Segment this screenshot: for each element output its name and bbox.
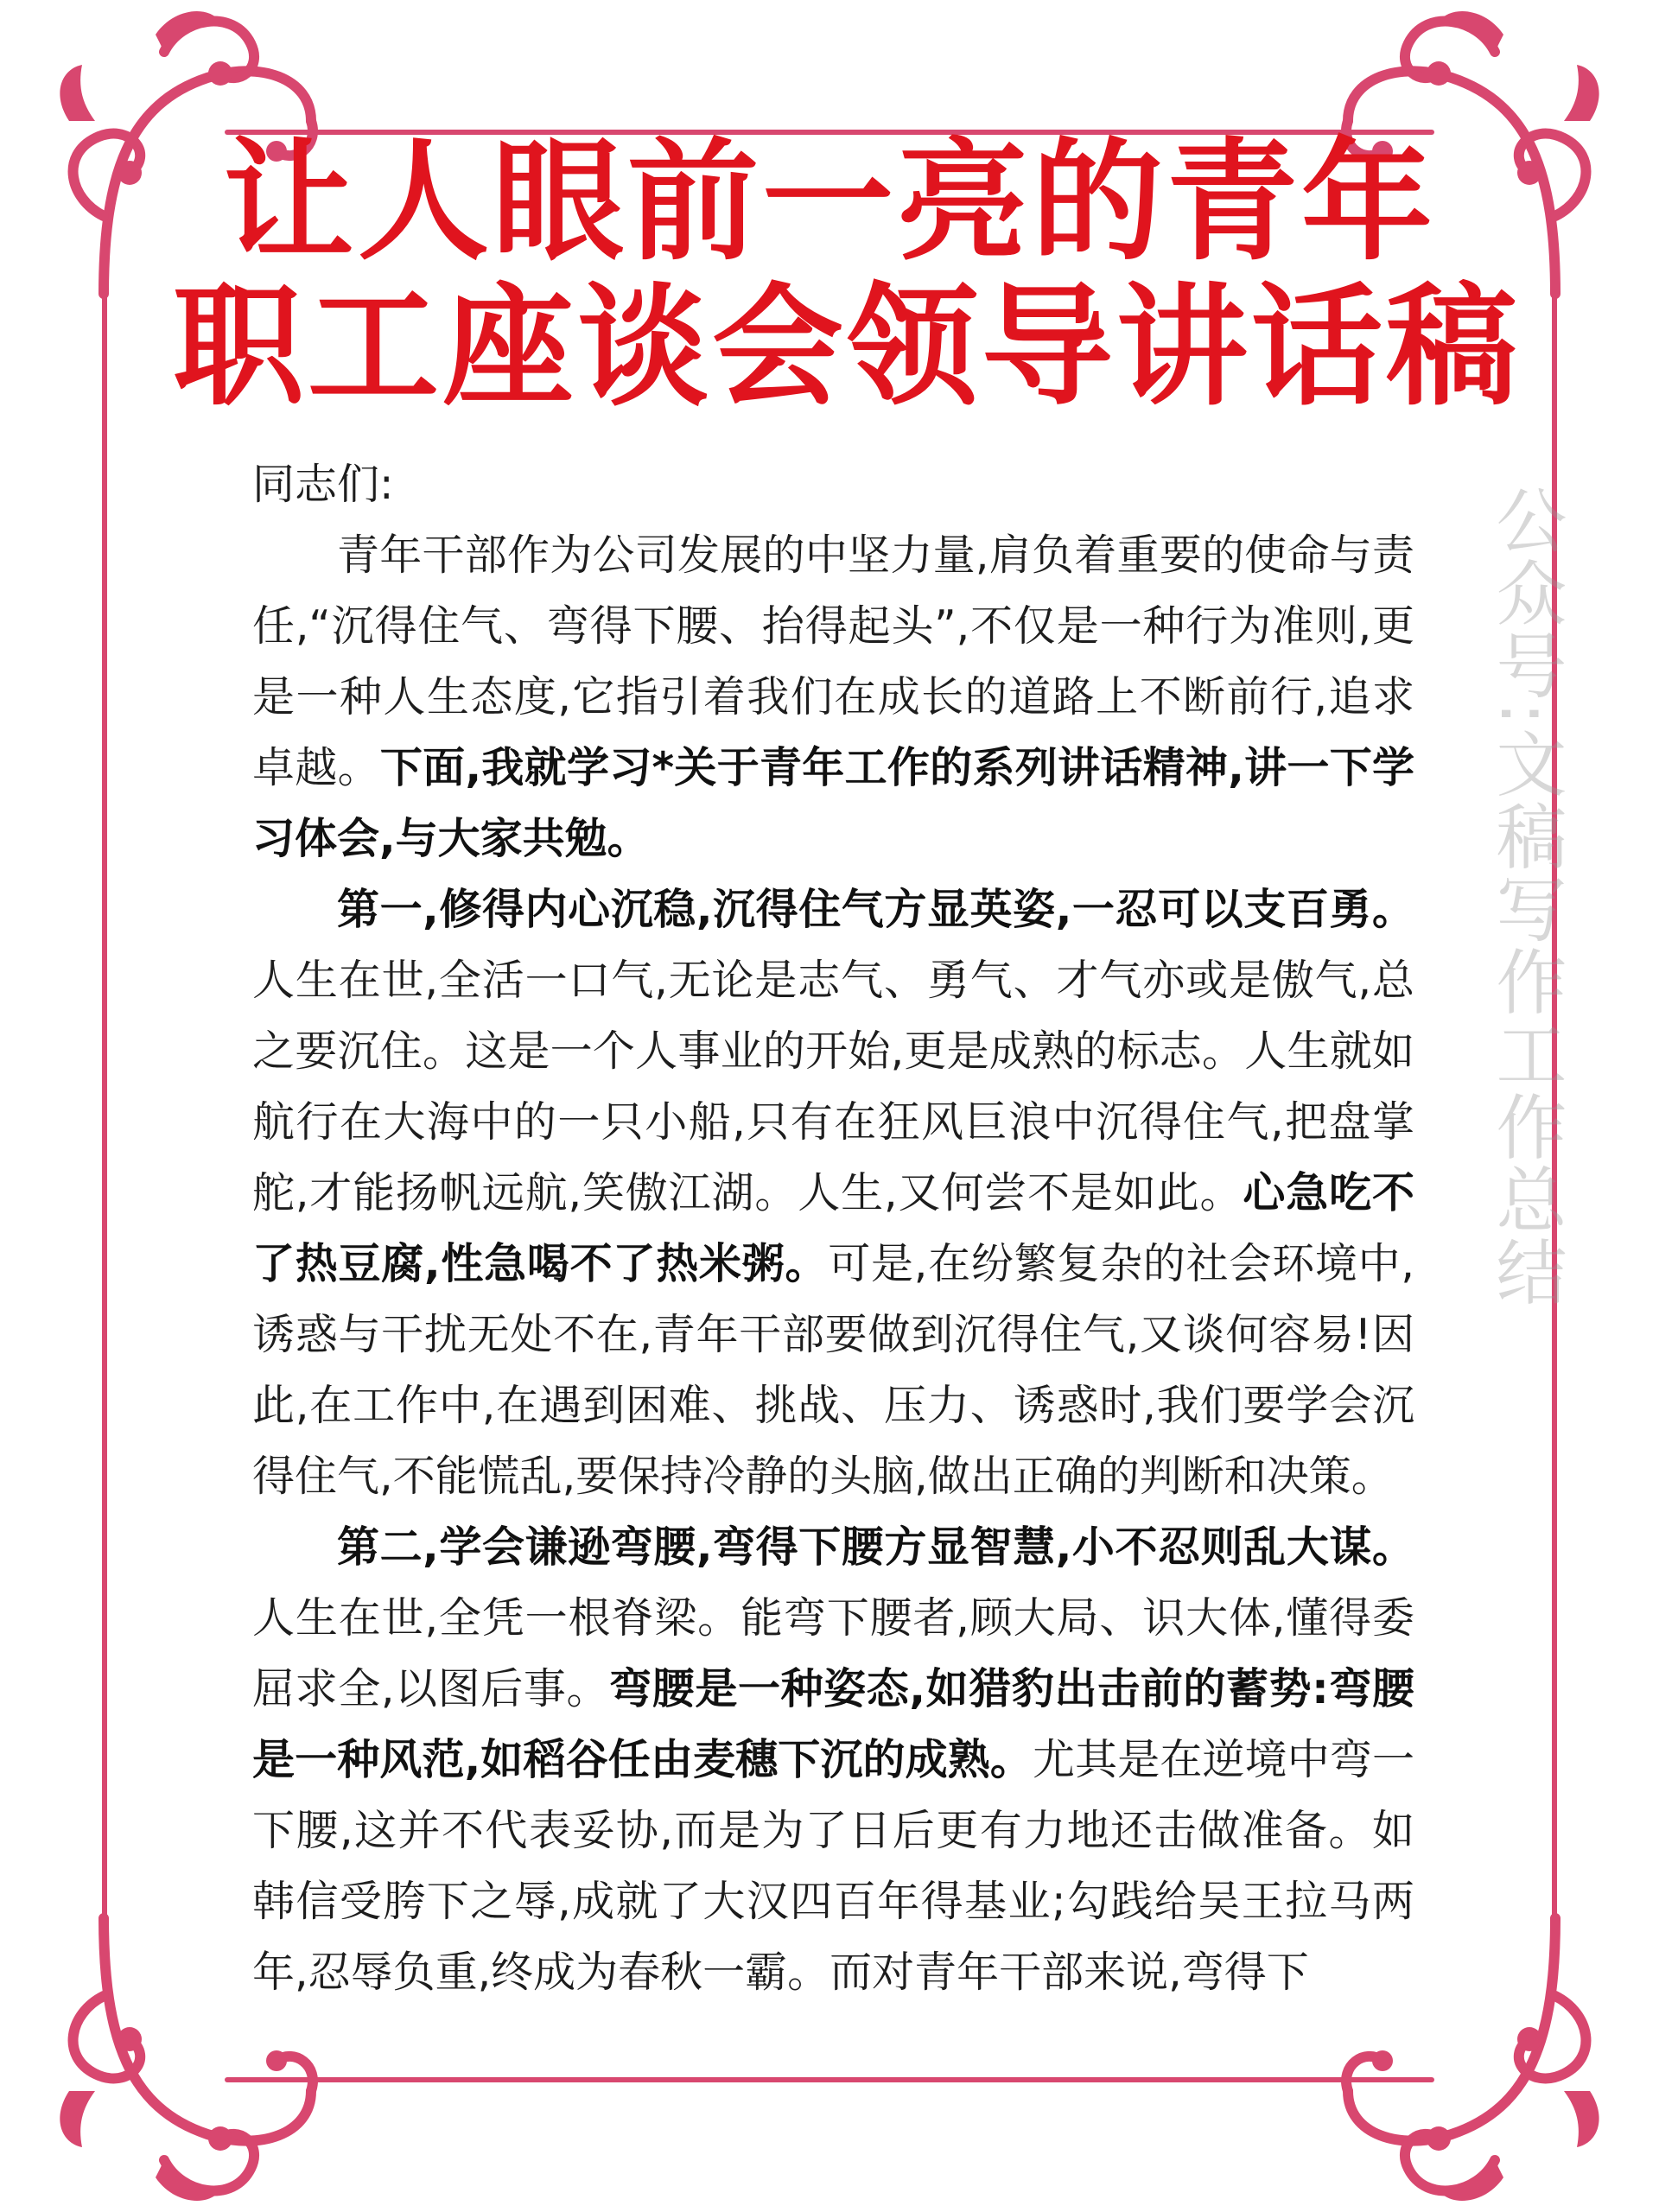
salutation: 同志们: — [252, 460, 394, 509]
paragraph-first-point — [252, 874, 1414, 1512]
second-point-text-1: 人生在世,全凭一根脊梁。能弯下腰者,顾大局、识大体,懂得委屈求全,以图后事。 — [252, 1593, 1414, 1713]
watermark-text: 公众号:文稿写作工作总结 — [1484, 484, 1567, 1308]
first-point-bold: 心急吃不了热豆腐,性急喝不了热米粥。 — [252, 1168, 1414, 1288]
paragraph-intro-bold: 下面,我就学习*关于青年工作的系列讲话精神,讲一下学习体会,与大家共勉。 — [252, 743, 1414, 863]
second-point-heading: 第二,学会谦逊弯腰,弯得下腰方显智慧,小不忍则乱大谋。 — [337, 1522, 1414, 1572]
paragraph-second-point — [252, 1512, 1414, 2008]
paragraph-intro-text: 青年干部作为公司发展的中坚力量,肩负着重要的使命与责任,“沉得住气、弯得下腰、抬得起头”,不仅是一种行为准则,更是一种人生态度,它指引着我们在成长的道路上不断前行,追求卓越。 — [252, 531, 1414, 792]
page-title — [173, 125, 1521, 423]
second-point-text-2: 尤其是在逆境中弯一下腰,这并不代表妥协,而是为了日后更有力地还击做准备。如韩信受胯下之辱,成就了大汉四百年得基业;勾践给吴王拉马两年,忍辱负重,终成为春秋一霸。而对青年干部来说,弯得下 — [252, 1735, 1414, 1997]
frame-border-bottom — [225, 2077, 1434, 2082]
speech-body — [252, 449, 1414, 2008]
title-line-2: 职工座谈会领导讲话稿 — [173, 270, 1521, 423]
first-point-text-2: 可是,在纷繁复杂的社会环境中,诱惑与干扰无处不在,青年干部要做到沉得住气,又谈何容易!因此,在工作中,在遇到困难、挑战、压力、诱惑时,我们要学会沉得住气,不能慌乱,要保持冷静的头脑,做出正确的判断和决策。 — [252, 1239, 1414, 1501]
frame-border-left — [102, 225, 107, 1987]
paragraph-intro — [252, 520, 1414, 874]
first-point-text-1: 人生在世,全活一口气,无论是志气、勇气、才气亦或是傲气,总之要沉住。这是一个人事业的开始,更是成熟的标志。人生就如航行在大海中的一只小船,只有在狂风巨浪中沉得住气,把盘掌舵,才能扬帆远航,笑傲江湖。人生,又何尝不是如此。 — [252, 956, 1414, 1217]
second-point-bold: 弯腰是一种姿态,如猎豹出击前的蓄势:弯腰是一种风范,如稻谷任由麦穗下沉的成熟。 — [252, 1664, 1414, 1784]
first-point-heading: 第一,修得内心沉稳,沉得住气方显英姿,一忍可以支百勇。 — [337, 885, 1414, 934]
title-line-1: 让人眼前一亮的青年 — [223, 125, 1436, 278]
